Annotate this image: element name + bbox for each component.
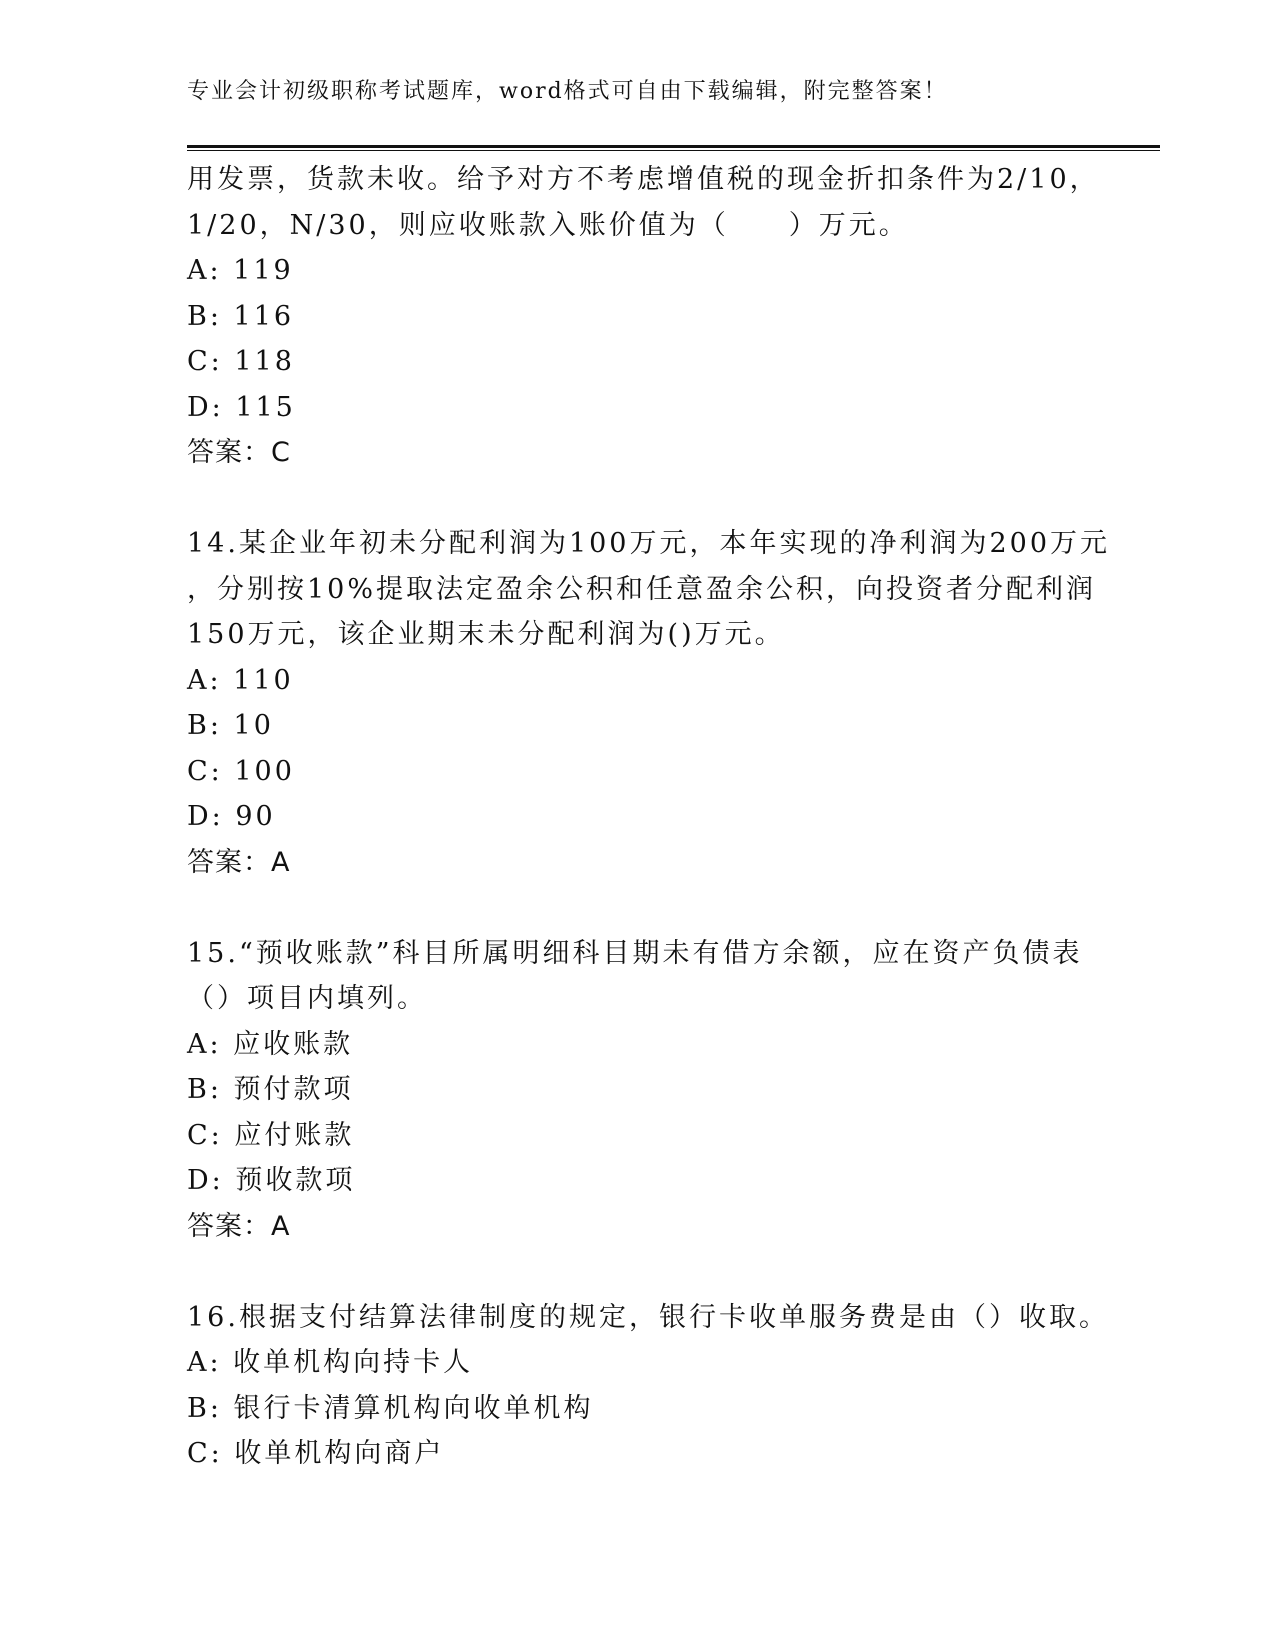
spacer [187,476,1107,522]
option-b: B: 银行卡清算机构向收单机构 [187,1392,594,1424]
document-body [187,157,1111,1477]
option-b: B: 10 [187,710,274,741]
question-text-line: （）项目内填列。 [187,983,427,1014]
question-text-line: 150万元，该企业期末未分配利润为()万元。 [187,619,785,650]
question-text-line: 1/20，N/30，则应收账款入账价值为（ ）万元。 [187,209,909,241]
option-c: C: 118 [187,346,295,377]
question-text-line: 15.“预收账款”科目所属明细科目期未有借方余额，应在资产负债表 [187,937,1083,969]
page-header: 专业会计初级职称考试题库，word格式可自由下载编辑，附完整答案！ [187,79,948,104]
answer: 答案：A [187,1210,291,1242]
option-c: C: 100 [187,755,295,787]
option-d: D: 115 [187,391,296,423]
header-rule-thick [187,145,1160,148]
option-a: A: 收单机构向持卡人 [187,1347,474,1378]
option-c: C: 收单机构向商户 [187,1438,445,1469]
spacer [187,1249,1107,1295]
option-c: C: 应付账款 [187,1119,355,1151]
answer: 答案：C [187,437,291,468]
question-16 [187,1295,1107,1477]
question-text-line: ，分别按10%提取法定盈余公积和任意盈余公积，向投资者分配利润 [187,573,1097,605]
spacer [187,885,1107,931]
option-b: B: 预付款项 [187,1074,354,1105]
question-text-line: 16.根据支付结算法律制度的规定，银行卡收单服务费是由（）收取。 [187,1301,1109,1333]
option-a: A: 119 [187,255,294,286]
question-text-line: 14.某企业年初未分配利润为100万元，本年实现的净利润为200万元 [187,528,1111,559]
option-b: B: 116 [187,300,295,332]
question-15 [187,931,1107,1250]
option-d: D: 90 [187,801,276,832]
option-d: D: 预收款项 [187,1165,356,1196]
answer: 答案：A [187,846,291,878]
question-text-line: 用发票，货款未收。给予对方不考虑增值税的现金折扣条件为2/10， [187,164,1100,195]
option-a: A: 应收账款 [187,1028,354,1060]
header-rule-thin [187,150,1160,151]
option-a: A: 110 [187,664,294,696]
question-13 [187,157,1107,476]
question-14 [187,521,1111,885]
